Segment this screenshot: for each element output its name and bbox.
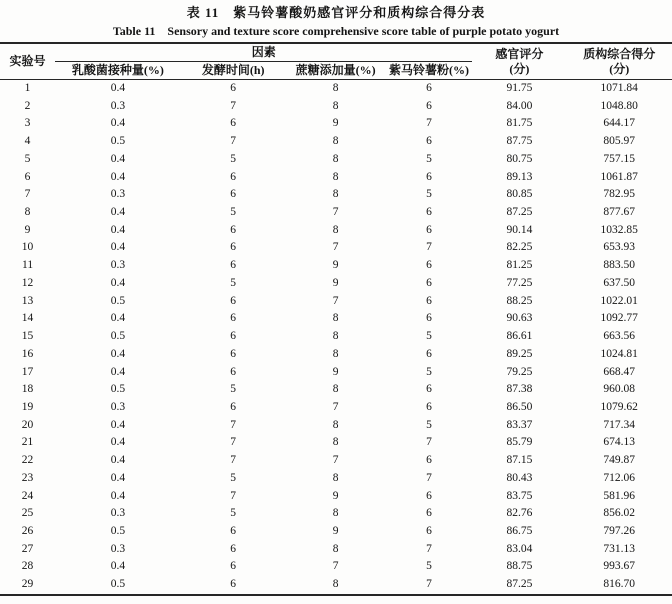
table-row [0, 541, 672, 559]
table-row [0, 381, 672, 399]
table-cell: 23 [21, 471, 34, 484]
table-cell: 6 [230, 330, 237, 343]
table-cell: 663.56 [603, 330, 636, 343]
table-row [0, 470, 672, 488]
table-cell: 0.4 [110, 436, 126, 449]
table-cell: 9 [24, 223, 31, 236]
table-cell: 7 [332, 400, 339, 413]
table-cell: 83.04 [506, 542, 533, 555]
table-cell: 7 [426, 471, 432, 484]
table-cell: 674.13 [603, 436, 636, 449]
table-cell: 7 [230, 489, 237, 502]
table-cell: 1071.84 [600, 82, 638, 94]
table-cell: 15 [21, 330, 34, 343]
table-row [0, 328, 672, 346]
table-row [0, 293, 672, 311]
table-cell: 6 [426, 383, 432, 396]
table-cell: 960.08 [603, 383, 636, 396]
table-cell: 6 [426, 170, 432, 183]
table-cell: 0.4 [110, 241, 126, 254]
table-cell: 8 [332, 578, 339, 591]
table-cell: 27 [21, 542, 34, 555]
table-cell: 0.4 [110, 365, 126, 378]
table-cell: 8 [332, 542, 339, 555]
col-header-sensory-score [472, 43, 566, 80]
table-cell: 8 [332, 383, 339, 396]
table-cell: 816.70 [603, 578, 636, 591]
table-cell: 88.25 [506, 294, 533, 307]
table-cell: 5 [426, 418, 432, 431]
table-cell: 80.85 [506, 188, 533, 201]
table-cell: 6 [230, 578, 237, 591]
table-cell: 6 [426, 489, 432, 502]
table-row [0, 310, 672, 328]
table-cell: 6 [24, 170, 31, 183]
table-cell: 77.25 [506, 276, 533, 289]
table-cell: 877.67 [603, 206, 636, 219]
table-cell: 7 [332, 294, 339, 307]
table-cell: 0.4 [110, 170, 126, 183]
table-cell: 8 [332, 418, 339, 431]
table-cell: 6 [230, 312, 237, 325]
table-cell: 7 [230, 418, 237, 431]
table-cell: 6 [230, 294, 237, 307]
table-cell: 712.06 [603, 471, 636, 484]
table-cell: 8 [332, 312, 339, 325]
table-cell: 644.17 [603, 117, 636, 130]
table-cell: 9 [332, 259, 339, 272]
table-cell: 1079.62 [600, 400, 638, 413]
table-row [0, 204, 672, 222]
table-cell: 6 [230, 82, 237, 94]
table-cell: 0.4 [110, 560, 126, 573]
table-cell: 8 [332, 135, 339, 148]
table-cell: 1032.85 [600, 223, 638, 236]
table-cell: 0.4 [110, 276, 126, 289]
table-cell: 16 [21, 347, 34, 360]
header-row-top [0, 43, 672, 62]
table-cell: 7 [426, 542, 432, 555]
table-cell: 9 [332, 117, 339, 130]
table-cell: 5 [230, 152, 237, 165]
table-cell: 0.4 [110, 312, 126, 325]
table-row [0, 98, 672, 116]
table-row [0, 186, 672, 204]
table-cell: 7 [332, 454, 339, 467]
table-row [0, 133, 672, 151]
table-cell: 18 [21, 383, 34, 396]
table-cell: 86.50 [506, 400, 533, 413]
table-cell: 1022.01 [600, 294, 638, 307]
table-cell: 84.00 [506, 99, 533, 112]
table-cell: 7 [230, 436, 237, 449]
table-cell: 757.15 [603, 152, 636, 165]
table-cell: 5 [230, 276, 237, 289]
col-header-experiment-no: 实验号 [0, 43, 55, 80]
table-cell: 26 [21, 524, 34, 537]
col-header-factor-group: 因素 [55, 43, 472, 62]
table-cell: 87.38 [506, 383, 533, 396]
table-cell: 8 [24, 206, 31, 219]
table-cell: 0.5 [110, 135, 126, 148]
table-row [0, 239, 672, 257]
table-cell: 637.50 [603, 276, 636, 289]
table-cell: 3 [24, 117, 31, 130]
table-cell: 6 [230, 241, 237, 254]
table-cell: 7 [426, 117, 432, 130]
table-cell: 0.5 [110, 524, 126, 537]
table-row [0, 399, 672, 417]
table-cell: 6 [230, 223, 237, 236]
table-cell: 0.5 [110, 330, 126, 343]
table-cell: 20 [21, 418, 34, 431]
table-cell: 8 [332, 99, 339, 112]
table-cell: 0.4 [110, 489, 126, 502]
table-cell: 6 [230, 170, 237, 183]
table-cell: 2 [24, 99, 31, 112]
table-cell: 8 [332, 436, 339, 449]
table-cell: 8 [332, 330, 339, 343]
table-cell: 782.95 [603, 188, 636, 201]
table-cell: 7 [230, 99, 237, 112]
table-cell: 0.5 [110, 383, 126, 396]
table-cell: 6 [230, 524, 237, 537]
table-cell: 6 [230, 560, 237, 573]
table-cell: 993.67 [603, 560, 636, 573]
table-cell: 0.4 [110, 471, 126, 484]
table-row [0, 115, 672, 133]
table-cell: 5 [230, 507, 237, 520]
col-header-lactic-acid-inoculum: 乳酸菌接种量(%) [55, 62, 181, 80]
table-cell: 6 [426, 507, 432, 520]
table-cell: 6 [426, 524, 432, 537]
table-cell: 581.96 [603, 489, 636, 502]
table-cell: 8 [332, 507, 339, 520]
table-cell: 89.25 [506, 347, 533, 360]
table-cell: 25 [21, 507, 34, 520]
table-cell: 7 [332, 206, 339, 219]
table-row [0, 257, 672, 275]
table-cell: 5 [426, 188, 432, 201]
col-header-sucrose-addition: 蔗糖添加量(%) [286, 62, 386, 80]
table-cell: 21 [21, 436, 34, 449]
table-cell: 731.13 [603, 542, 636, 555]
table-row [0, 222, 672, 240]
table-cell: 89.13 [506, 170, 533, 183]
table-caption-en: Table 11 Sensory and texture score comprehensive score table of purple potato yogurt [112, 24, 560, 38]
table-cell: 668.47 [603, 365, 636, 378]
col-header-sensory-score-line2: (分) [509, 61, 530, 76]
table-cell: 1048.80 [600, 99, 638, 112]
table-cell: 8 [332, 188, 339, 201]
table-cell: 9 [332, 524, 339, 537]
table-cell: 6 [426, 223, 432, 236]
table-row [0, 169, 672, 187]
table-cell: 87.25 [506, 206, 533, 219]
table-cell: 28 [21, 560, 34, 573]
table-cell: 80.75 [506, 152, 533, 165]
table-cell: 8 [332, 152, 339, 165]
table-cell: 79.25 [506, 365, 533, 378]
table-cell: 1061.87 [600, 170, 638, 183]
table-cell: 88.75 [506, 560, 533, 573]
table-cell: 9 [332, 365, 339, 378]
table-cell: 91.75 [506, 82, 533, 94]
table-cell: 5 [230, 383, 237, 396]
table-cell: 7 [426, 241, 432, 254]
table-cell: 6 [230, 400, 237, 413]
table-cell: 86.75 [506, 524, 533, 537]
table-cell: 6 [426, 400, 432, 413]
table-cell: 9 [332, 489, 339, 502]
table-cell: 6 [426, 276, 432, 289]
table-cell: 5 [426, 560, 432, 573]
table-cell: 82.76 [506, 507, 533, 520]
table-cell: 8 [332, 82, 339, 94]
table-cell: 653.93 [603, 241, 636, 254]
table-cell: 82.25 [506, 241, 533, 254]
table-cell: 856.02 [603, 507, 636, 520]
table-cell: 0.5 [110, 578, 126, 591]
table-row [0, 417, 672, 435]
table-cell: 7 [426, 436, 432, 449]
table-cell: 1092.77 [600, 312, 638, 325]
table-caption-zh: 表 11 紫马铃薯酸奶感官评分和质构综合得分表 [186, 5, 486, 20]
table-cell: 87.25 [506, 578, 533, 591]
table-row [0, 523, 672, 541]
table-cell: 6 [426, 454, 432, 467]
table-cell: 7 [332, 560, 339, 573]
table-cell: 81.75 [506, 117, 533, 130]
table-cell: 6 [230, 542, 237, 555]
table-cell: 5 [230, 471, 237, 484]
table-row [0, 505, 672, 523]
table-cell: 0.4 [110, 82, 126, 94]
table-cell: 10 [21, 241, 34, 254]
table-row [0, 80, 672, 98]
table-cell: 14 [21, 312, 34, 325]
table-cell: 0.4 [110, 117, 126, 130]
table-cell: 83.75 [506, 489, 533, 502]
table-row [0, 558, 672, 576]
table-cell: 29 [21, 578, 34, 591]
table-cell: 5 [230, 206, 237, 219]
table-cell: 6 [426, 135, 432, 148]
table-cell: 6 [426, 206, 432, 219]
table-cell: 0.3 [110, 188, 126, 201]
table-cell: 17 [21, 365, 34, 378]
table-cell: 0.3 [110, 99, 126, 112]
table-cell: 0.3 [110, 400, 126, 413]
table-cell: 8 [332, 471, 339, 484]
table-cell: 0.3 [110, 507, 126, 520]
col-header-texture-score [566, 43, 672, 80]
table-cell: 0.4 [110, 206, 126, 219]
table-cell: 13 [21, 294, 34, 307]
table-cell: 1024.81 [600, 347, 638, 360]
table-cell: 0.5 [110, 294, 126, 307]
table-cell: 80.43 [506, 471, 533, 484]
table-cell: 87.75 [506, 135, 533, 148]
table-cell: 8 [332, 347, 339, 360]
table-cell: 0.4 [110, 418, 126, 431]
score-table [0, 42, 672, 596]
table-cell: 6 [426, 99, 432, 112]
table-row [0, 364, 672, 382]
table-cell: 6 [230, 259, 237, 272]
table-cell: 1 [24, 82, 31, 94]
table-cell: 90.14 [506, 223, 533, 236]
table-cell: 6 [230, 188, 237, 201]
table-cell: 5 [426, 330, 432, 343]
table-cell: 11 [22, 259, 34, 272]
table-row [0, 576, 672, 595]
table-cell: 5 [426, 365, 432, 378]
table-cell: 0.4 [110, 454, 126, 467]
table-header [0, 43, 672, 80]
table-cell: 6 [426, 259, 432, 272]
table-cell: 6 [426, 347, 432, 360]
table-cell: 797.26 [603, 524, 636, 537]
table-cell: 19 [21, 400, 34, 413]
table-cell: 6 [230, 365, 237, 378]
table-cell: 7 [426, 578, 432, 591]
table-cell: 5 [426, 152, 432, 165]
col-header-texture-score-line1: 质构综合得分 [583, 46, 656, 61]
table-cell: 6 [426, 294, 432, 307]
table-row [0, 346, 672, 364]
table-cell: 5 [24, 152, 31, 165]
table-row [0, 275, 672, 293]
table-cell: 7 [230, 454, 237, 467]
table-cell: 749.87 [603, 454, 636, 467]
col-header-purple-potato-powder: 紫马铃薯粉(%) [386, 62, 473, 80]
table-row [0, 452, 672, 470]
table-cell: 883.50 [603, 259, 636, 272]
table-cell: 6 [426, 82, 432, 94]
table-row [0, 151, 672, 169]
table-cell: 90.63 [506, 312, 533, 325]
table-cell: 87.15 [506, 454, 533, 467]
table-cell: 83.37 [506, 418, 533, 431]
col-header-sensory-score-line1: 感官评分 [495, 46, 544, 61]
table-cell: 6 [230, 347, 237, 360]
table-cell: 4 [24, 135, 31, 148]
table-cell: 86.61 [506, 330, 533, 343]
table-cell: 12 [21, 276, 34, 289]
col-header-texture-score-line2: (分) [609, 61, 630, 76]
table-cell: 0.4 [110, 347, 126, 360]
table-row [0, 488, 672, 506]
table-cell: 85.79 [506, 436, 533, 449]
table-cell: 805.97 [603, 135, 636, 148]
table-cell: 7 [24, 188, 31, 201]
table-cell: 8 [332, 170, 339, 183]
table-cell: 0.4 [110, 152, 126, 165]
table-cell: 6 [230, 117, 237, 130]
col-header-fermentation-time: 发酵时间(h) [181, 62, 286, 80]
table-cell: 0.3 [110, 259, 126, 272]
table-cell: 9 [332, 276, 339, 289]
table-row [0, 434, 672, 452]
table-cell: 7 [332, 241, 339, 254]
table-cell: 7 [230, 135, 237, 148]
table-body [0, 80, 672, 595]
table-cell: 8 [332, 223, 339, 236]
table-cell: 6 [426, 312, 432, 325]
table-cell: 24 [21, 489, 34, 502]
table-cell: 0.4 [110, 223, 126, 236]
table-cell: 0.3 [110, 542, 126, 555]
table-cell: 22 [21, 454, 34, 467]
table-cell: 81.25 [506, 259, 533, 272]
table-cell: 717.34 [603, 418, 636, 431]
